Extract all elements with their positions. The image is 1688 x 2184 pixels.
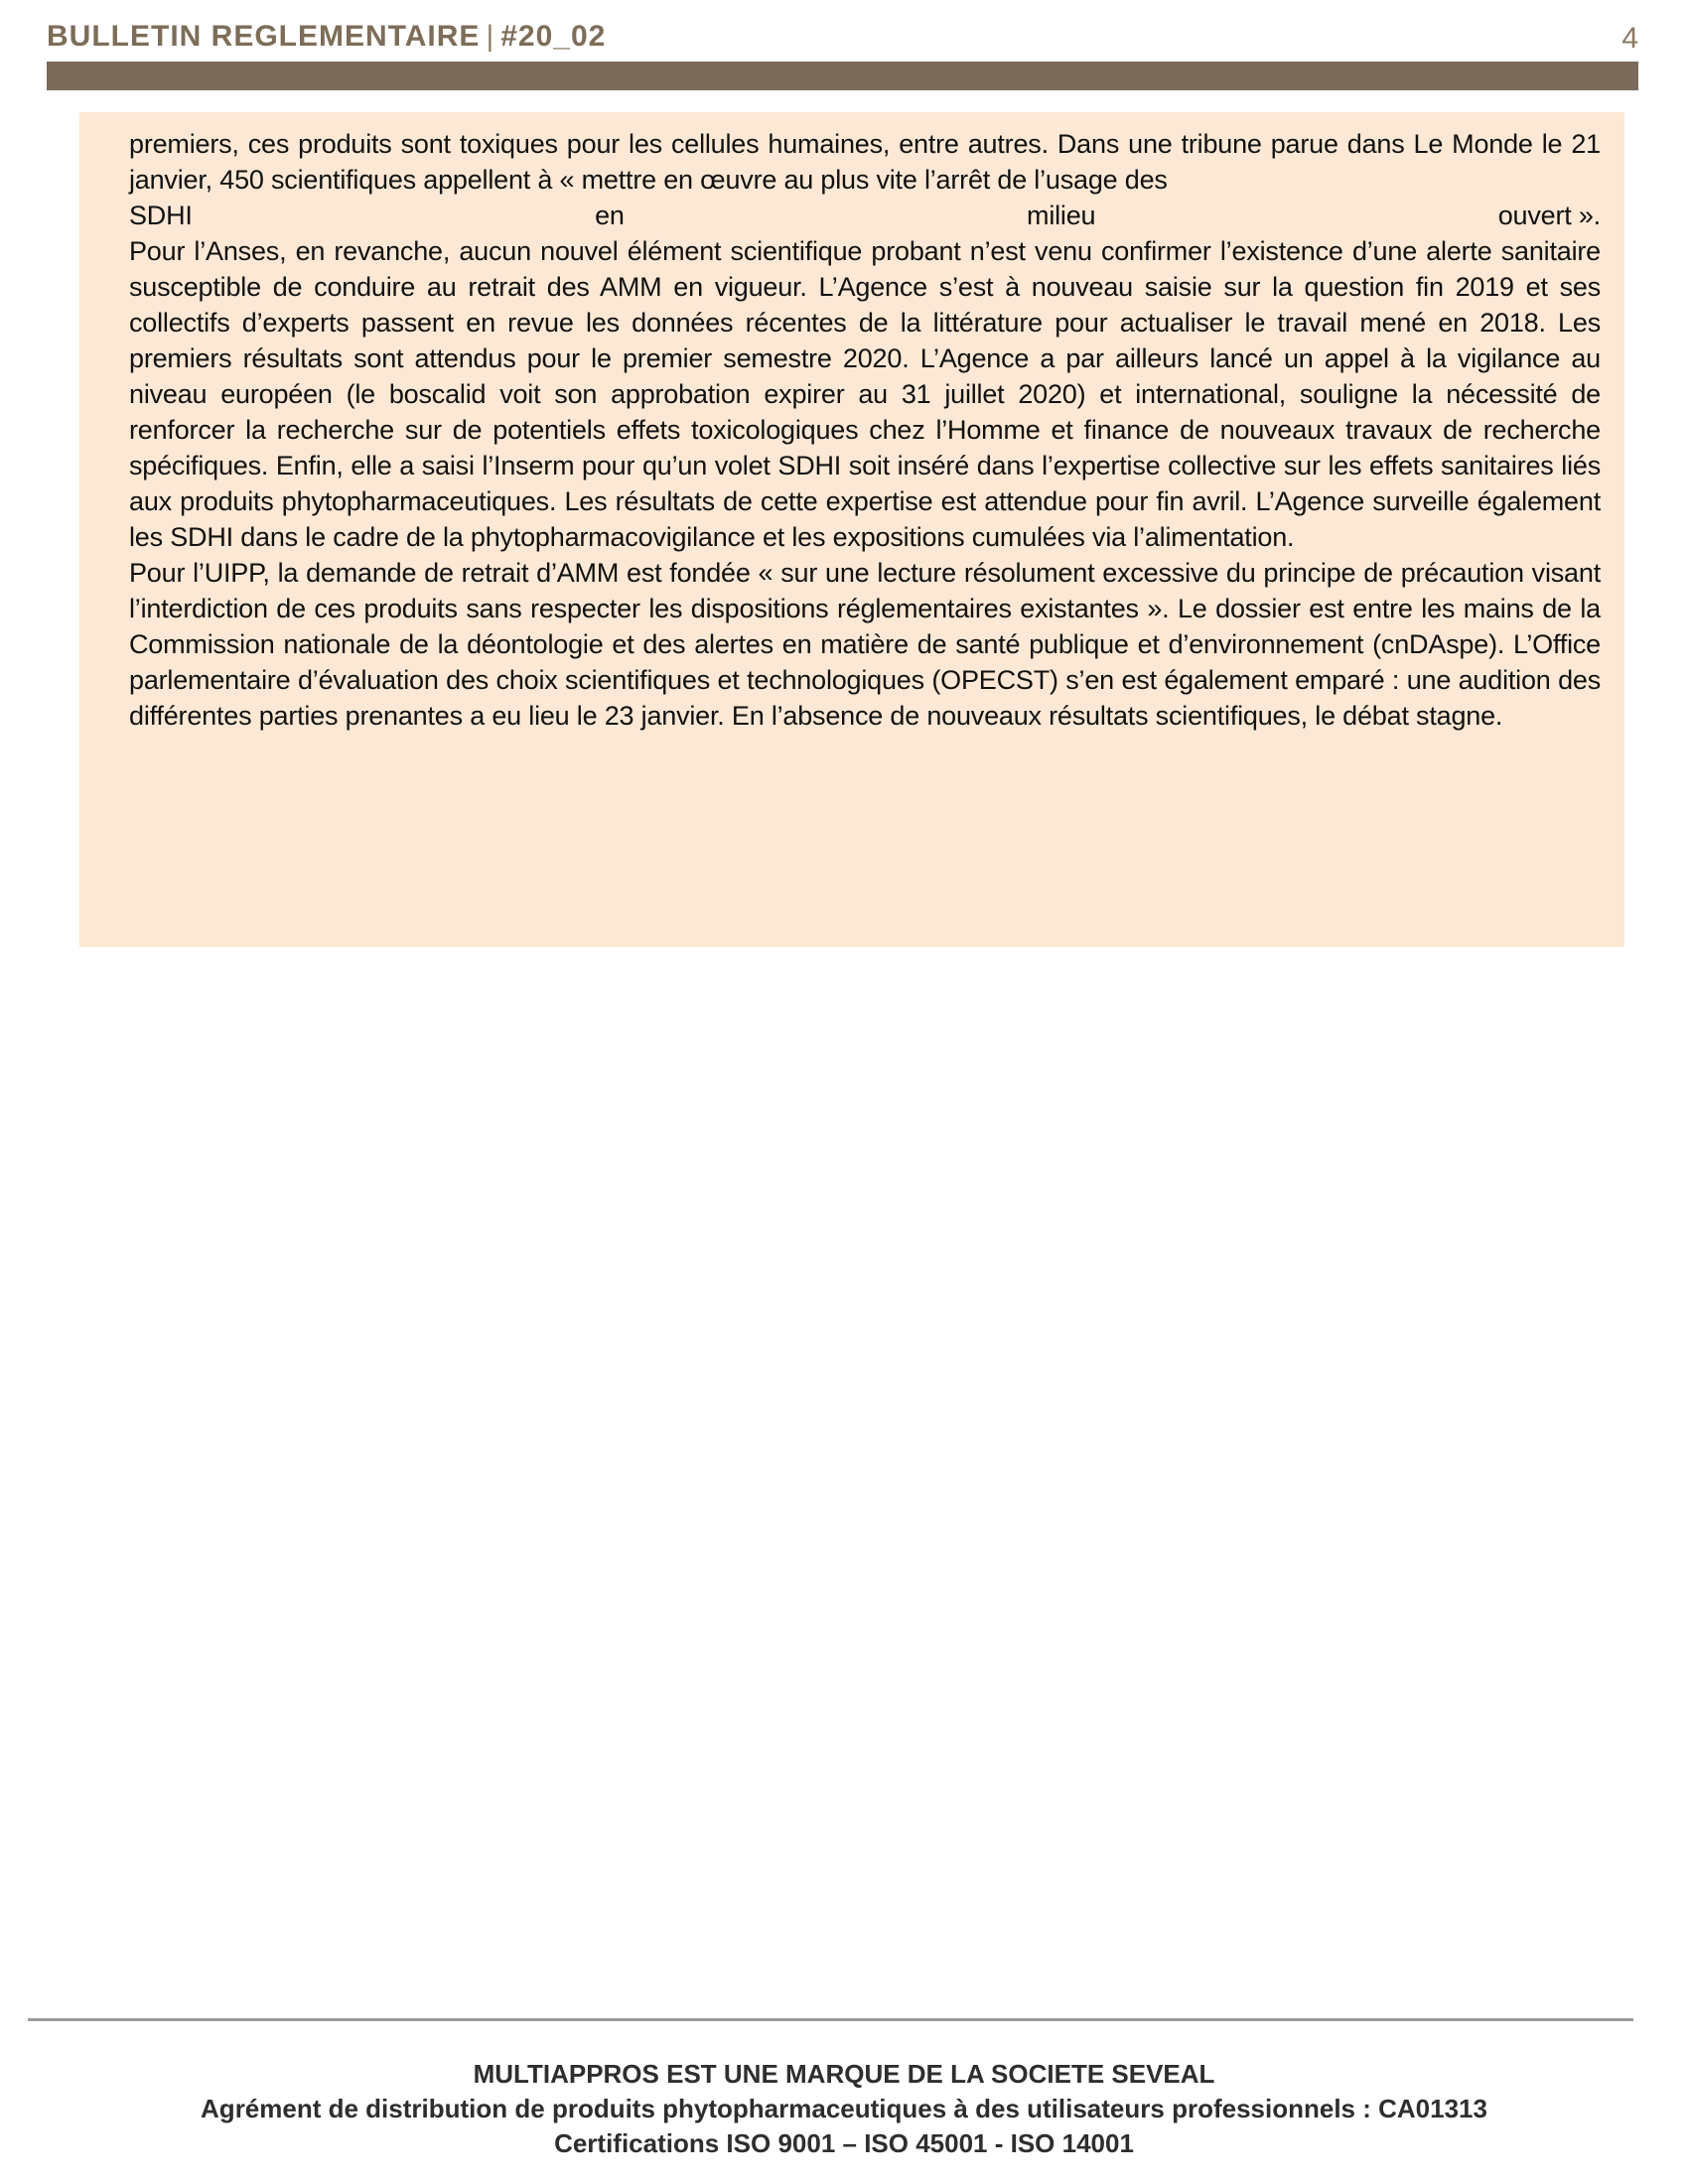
paragraph-1-spread-line [129,198,1601,233]
paragraph-3: Pour l’UIPP, la demande de retrait d’AMM est fondée « sur une lecture résolument excessive du principe de précaution visant l’interdiction de ces produits sans respecter les dispositions réglementaires existantes ». Le dossier est entre les mains de la Commission nationale de la déontologie et des alertes en matière de santé publique et d’environnement (cnDAspe). L’Office parlementaire d’évaluation des choix scientifiques et technologiques (OPECST) s’en est également emparé : une audition des différentes parties prenantes a eu lieu le 23 janvier. En l’absence de nouveaux résultats scientifiques, le débat stagne. [129,558,1601,731]
footer-divider-line [28,2018,1633,2021]
article-text-block [79,112,1624,947]
footer-certifications-line: Certifications ISO 9001 – ISO 45001 - ISO 14001 [554,2128,1134,2158]
issue-number: #20_02 [500,20,607,53]
spread-word: en [595,201,625,230]
paragraph-2: Pour l’Anses, en revanche, aucun nouvel élément scientifique probant n’est venu confirmer l’existence d’une alerte sanitaire susceptible de conduire au retrait des AMM en vigueur. L’Agence s’est à nouveau saisie sur la question fin 2019 et ses collectifs d’experts passent en revue les données récentes de la littérature pour actualiser le travail mené en 2018. Les premiers résultats sont attendus pour le premier semestre 2020. L’Agence a par ailleurs lancé un appel à la vigilance au niveau européen (le boscalid voit son approbation expirer au 31 juillet 2020) et international, souligne la nécessité de renforcer la recherche sur de potentiels effets toxicologiques chez l’Homme et finance de nouveaux travaux de recherche spécifiques. Enfin, elle a saisi l’Inserm pour qu’un volet SDHI soit inséré dans l’expertise collective sur les effets sanitaires liés aux produits phytopharmaceutiques. Les résultats de cette expertise est attendue pour fin avril. L’Agence surveille également les SDHI dans le cadre de la phytopharmacovigilance et les expositions cumulées via l’alimentation. [129,236,1601,552]
spread-word: ouvert ». [1497,201,1601,230]
spread-word: milieu [1027,201,1096,230]
bulletin-title-text: BULLETIN REGLEMENTAIRE [47,20,481,53]
header-accent-bar [47,62,1638,90]
spread-word: SDHI [129,201,193,230]
footer-brand-line: MULTIAPPROS EST UNE MARQUE DE LA SOCIETE SEVEAL [473,2059,1215,2089]
title-separator: | [486,20,495,53]
page-footer [0,2057,1688,2161]
page-number: 4 [1621,22,1638,55]
footer-agrement-line: Agrément de distribution de produits phytopharmaceutiques à des utilisateurs professionnels : CA01313 [201,2094,1487,2123]
paragraph-1-lead: premiers, ces produits sont toxiques pour les cellules humaines, entre autres. Dans une tribune parue dans Le Monde le 21 janvier, 450 scientifiques appellent à « mettre en œuvre au plus vite l’arrêt de l’usage des [129,129,1601,195]
bulletin-title [47,20,606,54]
